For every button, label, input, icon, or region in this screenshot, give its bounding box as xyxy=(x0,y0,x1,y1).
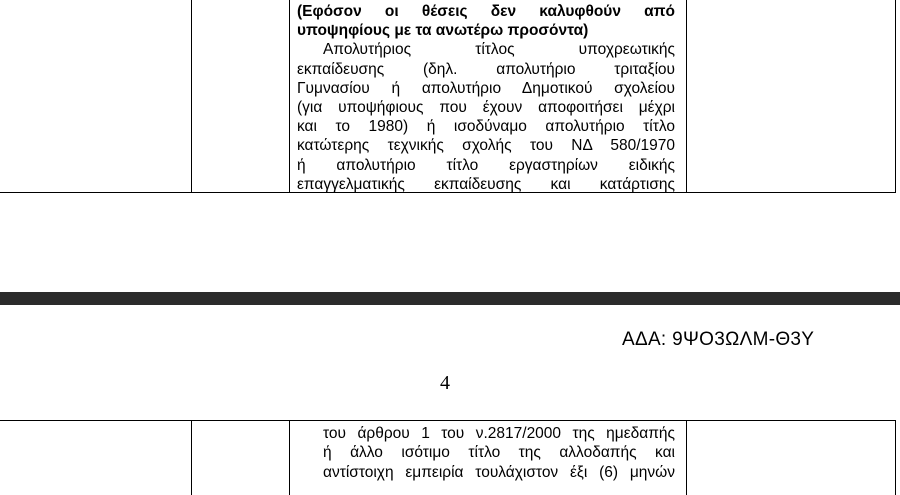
table-border-col-1 xyxy=(191,420,192,495)
requirements-cell xyxy=(297,2,675,194)
cell-text-line: κατώτερης τεχνικής σχολής του ΝΔ 580/1970 xyxy=(297,137,675,155)
table-border-col-3 xyxy=(686,420,687,495)
cell-text-line: ή απολυτήριο τίτλο εργαστηρίων ειδικής xyxy=(297,156,675,174)
cell-text-line: Γυμνασίου ή απολυτήριο Δημοτικού σχολείου xyxy=(297,79,675,97)
ada-identifier: ΑΔΑ: 9ΨΟ3ΩΛΜ-Θ3Υ xyxy=(622,329,815,350)
cell-text-line: και το 1980) ή ισοδύναμο απολυτήριο τίτλο xyxy=(297,118,675,136)
page-separator xyxy=(0,292,900,305)
cell-text-line: (για υποψήφιους που έχουν αποφοιτήσει μέχρι xyxy=(297,99,675,117)
requirements-cell-continued xyxy=(323,424,675,482)
table-border-col-1 xyxy=(191,0,192,192)
table-border-col-2 xyxy=(289,420,290,495)
table-border-top xyxy=(0,420,896,421)
cell-text-line: Απολυτήριος τίτλος υποχρεωτικής xyxy=(323,41,675,59)
document-page-bottom xyxy=(0,305,900,495)
table-border-right xyxy=(895,0,896,192)
cell-text-line: του άρθρου 1 του ν.2817/2000 της ημεδαπής xyxy=(323,425,675,442)
table-border-col-2 xyxy=(289,0,290,192)
cell-text-line: αντίστοιχη εμπειρία τουλάχιστον έξι (6) μηνών xyxy=(323,463,675,481)
table-border-col-3 xyxy=(686,0,687,192)
cell-heading-line: υποψηφίους με τα ανωτέρω προσόντα) xyxy=(297,22,589,40)
cell-text-line: ή άλλο ισότιμο τίτλο της αλλοδαπής και xyxy=(323,444,675,462)
table-border-right xyxy=(895,420,896,495)
cell-heading-line: (Εφόσον οι θέσεις δεν καλυφθούν από xyxy=(297,3,675,20)
cell-text-line: εκπαίδευσης (δηλ. απολυτήριο τριταξίου xyxy=(297,60,675,78)
page-number: 4 xyxy=(440,372,450,394)
cell-text-line: επαγγελματικής εκπαίδευσης και κατάρτισης xyxy=(297,175,675,193)
